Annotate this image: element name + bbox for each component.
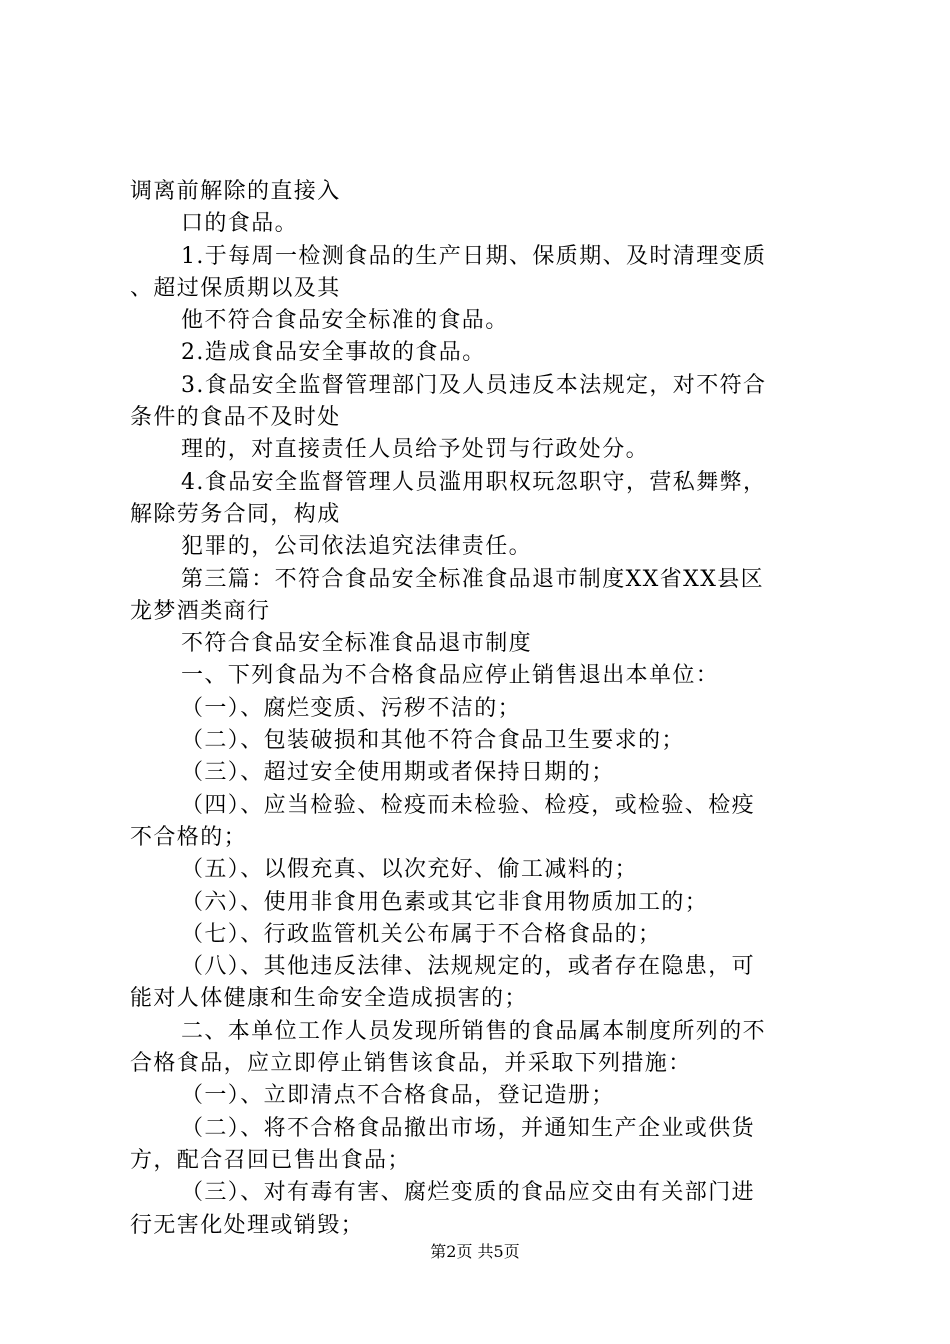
list-item: （二）、包装破损和其他不符合食品卫生要求的； xyxy=(181,728,685,754)
list-item: （二）、将不合格食品撤出市场，并通知生产企业或供货 xyxy=(181,1115,756,1141)
list-item: （一）、立即清点不合格食品，登记造册； xyxy=(181,1083,615,1109)
list-item: （七）、行政监管机关公布属于不合格食品的； xyxy=(181,921,662,947)
text-line: 行无害化处理或销毁； xyxy=(130,1212,365,1238)
text-line: 调离前解除的直接入 xyxy=(130,179,341,204)
text-line: 解除劳务合同，构成 xyxy=(130,501,341,527)
list-item: （三）、超过安全使用期或者保持日期的； xyxy=(181,760,615,786)
list-item: （一）、腐烂变质、污秽不洁的； xyxy=(181,695,522,721)
page-number-label: 第2页 共5页 xyxy=(430,1242,520,1261)
text-line: 理的，对直接责任人员给予处罚与行政处分。 xyxy=(181,437,650,463)
text-line: 、超过保质期以及其 xyxy=(130,275,341,301)
text-line: 一、下列食品为不合格食品应停止销售退出本单位： xyxy=(181,663,720,689)
text-line: 条件的食品不及时处 xyxy=(130,405,341,431)
text-line: 二、本单位工作人员发现所销售的食品属本制度所列的不 xyxy=(181,1018,767,1044)
text-line: 犯罪的，公司依法追究法律责任。 xyxy=(181,534,533,560)
text-line: 4.食品安全监督管理人员滥用职权玩忽职守，营私舞弊， xyxy=(181,469,767,495)
list-item: （三）、对有毒有害、腐烂变质的食品应交由有关部门进 xyxy=(181,1180,756,1206)
list-item: （五）、以假充真、以次充好、偷工减料的； xyxy=(181,857,639,883)
page-footer xyxy=(0,1240,950,1264)
text-line: 3.食品安全监督管理部门及人员违反本法规定，对不符合 xyxy=(181,372,767,398)
document-title: 不符合食品安全标准食品退市制度 xyxy=(181,631,533,657)
list-item: （六）、使用非食用色素或其它非食用物质加工的； xyxy=(181,889,709,915)
text-line: 1.于每周一检测食品的生产日期、保质期、及时清理变质 xyxy=(181,243,767,269)
text-line: 不合格的； xyxy=(130,824,248,850)
text-line: 2.造成食品安全事故的食品。 xyxy=(181,340,486,366)
text-line: 口的食品。 xyxy=(181,211,299,237)
section-heading: 第三篇：不符合食品安全标准食品退市制度XX省XX县区 xyxy=(181,566,765,592)
text-line: 合格食品，应立即停止销售该食品，并采取下列措施： xyxy=(130,1051,692,1077)
list-item: （八）、其他违反法律、法规规定的，或者存在隐患，可 xyxy=(181,954,756,980)
text-line: 他不符合食品安全标准的食品。 xyxy=(181,308,509,334)
section-heading-continued: 龙梦酒类商行 xyxy=(130,598,271,624)
list-item: （四）、应当检验、检疫而未检验、检疫，或检验、检疫 xyxy=(181,792,756,818)
text-line: 方，配合召回已售出食品； xyxy=(130,1147,411,1173)
text-line: 能对人体健康和生命安全造成损害的； xyxy=(130,986,528,1012)
document-body xyxy=(130,176,835,1242)
